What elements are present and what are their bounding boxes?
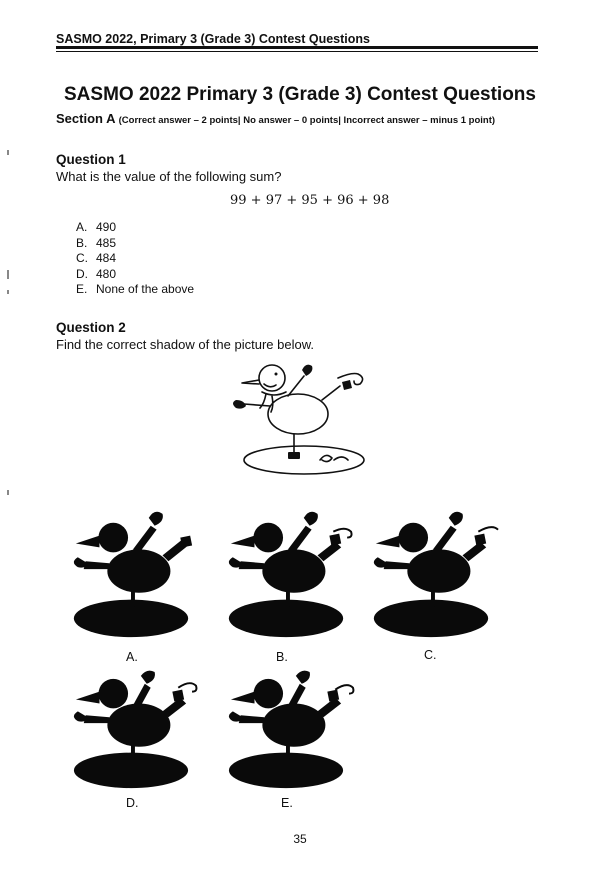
option-text: None of the above — [96, 282, 195, 296]
header-rule-thin — [56, 51, 538, 52]
question-1-options — [76, 220, 194, 298]
question-2-text: Find the correct shadow of the picture below. — [56, 337, 314, 352]
question-1-heading: Question 1 — [56, 152, 126, 167]
shadow-option-b — [217, 508, 355, 646]
option-text: 480 — [96, 266, 117, 281]
choice-label-d: D. — [126, 796, 139, 810]
choice-label-b: B. — [276, 650, 288, 664]
choice-label-e: E. — [281, 796, 293, 810]
option-b — [76, 236, 194, 252]
section-line — [56, 111, 495, 126]
option-c — [76, 251, 194, 267]
scan-mark — [7, 490, 9, 495]
option-d — [76, 267, 194, 283]
option-letter: B. — [76, 235, 88, 250]
option-letter: E. — [76, 282, 88, 296]
option-text: 485 — [96, 235, 117, 250]
option-text: 490 — [96, 220, 117, 234]
section-scoring: (Correct answer – 2 points| No answer – 0 points| Incorrect answer – minus 1 point) — [118, 115, 496, 126]
shadow-option-e — [217, 668, 355, 794]
option-e — [76, 282, 194, 298]
scan-mark — [7, 290, 9, 294]
option-letter: C. — [76, 251, 88, 265]
choice-label-c: C. — [424, 648, 437, 662]
skating-snowman-drawing — [222, 356, 382, 478]
option-a — [76, 220, 194, 236]
section-name: Section A — [56, 111, 115, 126]
page-title: SASMO 2022 Primary 3 (Grade 3) Contest Questions — [64, 84, 536, 105]
question-1-expression: 99 + 97 + 95 + 96 + 98 — [230, 193, 390, 208]
scan-mark — [7, 270, 9, 279]
header-rule — [56, 46, 538, 49]
shadow-option-a — [62, 508, 200, 646]
running-header: SASMO 2022, Primary 3 (Grade 3) Contest Questions — [56, 32, 370, 46]
option-text: 484 — [96, 251, 117, 265]
question-1-text: What is the value of the following sum? — [56, 169, 282, 184]
scan-mark — [7, 150, 9, 155]
option-letter: A. — [76, 220, 88, 234]
question-2-heading: Question 2 — [56, 320, 126, 335]
shadow-option-c — [362, 508, 500, 646]
choice-label-a: A. — [126, 650, 138, 664]
option-letter: D. — [76, 266, 88, 281]
page-number: 35 — [293, 832, 307, 846]
shadow-option-d — [62, 668, 200, 794]
